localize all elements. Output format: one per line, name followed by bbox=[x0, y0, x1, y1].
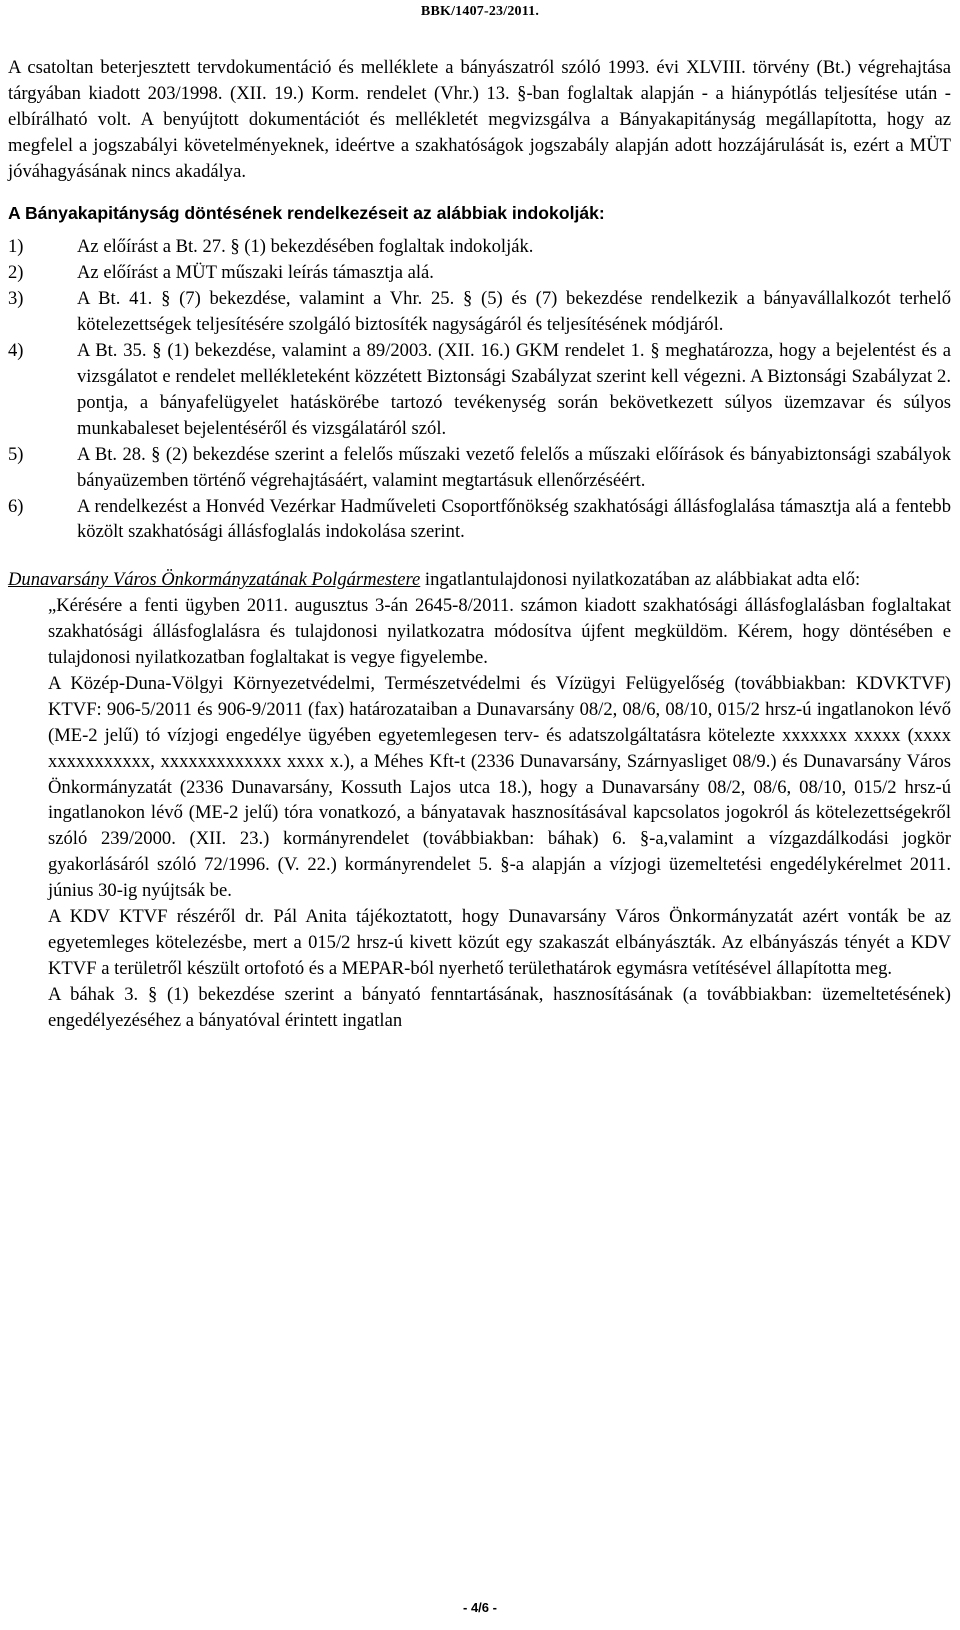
list-item-number: 4) bbox=[8, 340, 24, 362]
list-item bbox=[8, 260, 951, 286]
list-item-text: A Bt. 35. § (1) bekezdése, valamint a 89/2003. (XII. 16.) GKM rendelet 1. § meghatározza, hogy a bejelentést és a vizsgálatot e rendelet mellékleteként közzétett Biztonsági Szabályzat szerint kell végezni. A Biztonsági Szabályzat 2. pontja, a bányafelügyelet hatáskörébe tartozó tevékenység során bekövetkezett súlyos üzemzavar és súlyos munkabaleset bejelentéséről és vizsgálatáról szól. bbox=[77, 340, 951, 439]
list-item-number: 6) bbox=[8, 495, 24, 517]
list-item-text: A Bt. 41. § (7) bekezdése, valamint a Vhr. 25. § (5) és (7) bekezdése rendelkezik a bányavállalkozót terhelő kötelezettségek teljesítésére szolgáló biztosíték nagyságáról és teljesítésének módjáról. bbox=[77, 288, 951, 336]
quoted-statement bbox=[48, 593, 951, 1033]
quote-paragraph: A KDV KTVF részéről dr. Pál Anita tájékoztatott, hogy Dunavarsány Város Önkormányzatát azért vonták be az egyetemleges kötelezésbe, mert a 015/2 hrsz-ú kivett közút egy szakaszát elbányászták. Az elbányászás tényét a KDV KTVF a területről készült ortofotó és a MEPAR-ból nyerhető területhatárok egymásra vetítésével állapította meg. bbox=[48, 906, 951, 979]
list-item-number: 2) bbox=[8, 262, 24, 284]
document-id-header: BBK/1407-23/2011. bbox=[420, 4, 540, 19]
quote-paragraph: „Kérésére a fenti ügyben 2011. augusztus 3-án 2645-8/2011. számon kiadott szakhatósági állásfoglalásban foglaltakat szakhatósági állásfoglalásra és tulajdonosi nyilatkozatra módosítva újfent megküldöm. Kérem, hogy döntésében e tulajdonosi nyilatkozatban foglaltakat is vegye figyelembe. bbox=[48, 595, 951, 669]
list-item-number: 3) bbox=[8, 288, 24, 310]
document-body bbox=[8, 55, 951, 1034]
list-item bbox=[8, 338, 951, 442]
justification-list bbox=[8, 234, 951, 545]
list-item-number: 5) bbox=[8, 443, 24, 465]
justification-heading: A Bányakapitányság döntésének rendelkezéseit az alábbiak indokolják: bbox=[8, 202, 605, 223]
quote-paragraph: A Közép-Duna-Völgyi Környezetvédelmi, Természetvédelmi és Vízügyi Felügyelőség (továbbiakban: KDVKTVF) KTVF: 906-5/2011 és 906-9/2011 (fax) határozataiban a Dunavarsány 08/2, 08/6, 08/10, 015/2 hrsz-ú ingatlanokon lévő (ME-2 jelű) tó vízjogi engedélye ügyében egyetemlegesen terv- és adatszolgáltatásra kötelezte xxxxxxx xxxxx (xxxx xxxxxxxxxxx, xxxxxxxxxxxxx xxxx x.), a Méhes Kft-t (2336 Dunavarsány, Szárnyasliget 08/9.) és Dunavarsány Város Önkormányzatát (2336 Dunavarsány, Kossuth Lajos utca 18.), hogy a Dunavarsány 08/2, 08/6, 08/10, 015/2 hrsz-ú ingatlanokon lévő (ME-2 jelű) tóra vonatkozó, a bányatavak hasznosításával kapcsolatos jogokról ás kötelezettségekről szóló 239/2000. (XII. 23.) kormányrendelet (továbbiakban: báhak) 6. §-a,valamint a vízgazdálkodási jogkör gyakorlásáról szóló 72/1996. (V. 22.) kormányrendelet 5. §-a alapján a vízjogi üzemeltetési engedélykérelmet 2011. június 30-ig nyújtsák be. bbox=[48, 672, 951, 902]
quote-paragraph: A báhak 3. § (1) bekezdése szerint a bányató fenntartásának, hasznosításának (a továbbiakban: üzemeltetésének) engedélyezéséhez a bányatóval érintett ingatlan bbox=[48, 983, 951, 1031]
list-item bbox=[8, 494, 951, 546]
statement-paragraph bbox=[8, 567, 951, 593]
statement-lead: Dunavarsány Város Önkormányzatának Polgármestere bbox=[8, 569, 421, 591]
intro-paragraph: A csatoltan beterjesztett tervdokumentáció és melléklete a bányászatról szóló 1993. évi XLVIII. törvény (Bt.) végrehajtása tárgyában kiadott 203/1998. (XII. 19.) Korm. rendelet (Vhr.) 13. §-ban foglaltak alapján - a hiánypótlás teljesítése után - elbírálható volt. A benyújtott dokumentációt és mellékletét megvizsgálva a Bányakapitányság megállapította, hogy az megfelel a jogszabályi követelményeknek, ideértve a szakhatóságok jogszabály alapján adott hozzájárulását is, ezért a MÜT jóváhagyásának nincs akadálya. bbox=[8, 57, 951, 182]
list-item-text: Az előírást a MÜT műszaki leírás támasztja alá. bbox=[77, 262, 434, 284]
section-gap bbox=[8, 545, 951, 567]
page-number: - 4/6 - bbox=[463, 1600, 497, 1615]
list-item bbox=[8, 286, 951, 338]
list-item bbox=[8, 442, 951, 494]
list-item-number: 1) bbox=[8, 236, 24, 258]
list-item-text: A rendelkezést a Honvéd Vezérkar Hadműveleti Csoportfőnökség szakhatósági állásfoglalása támasztja alá a fentebb közölt szakhatósági állásfoglalás indokolása szerint. bbox=[77, 495, 951, 543]
list-item-text: Az előírást a Bt. 27. § (1) bekezdésében foglaltak indokolják. bbox=[77, 236, 534, 258]
list-item bbox=[8, 234, 951, 260]
list-item-text: A Bt. 28. § (2) bekezdése szerint a felelős műszaki vezető felelős a műszaki előírások és bányabiztonsági szabályok bányaüzemben történő végrehajtásáért, valamint megtartásuk ellenőrzéséért. bbox=[77, 443, 951, 491]
statement-rest: ingatlantulajdonosi nyilatkozatában az alábbiakat adta elő: bbox=[420, 569, 861, 591]
